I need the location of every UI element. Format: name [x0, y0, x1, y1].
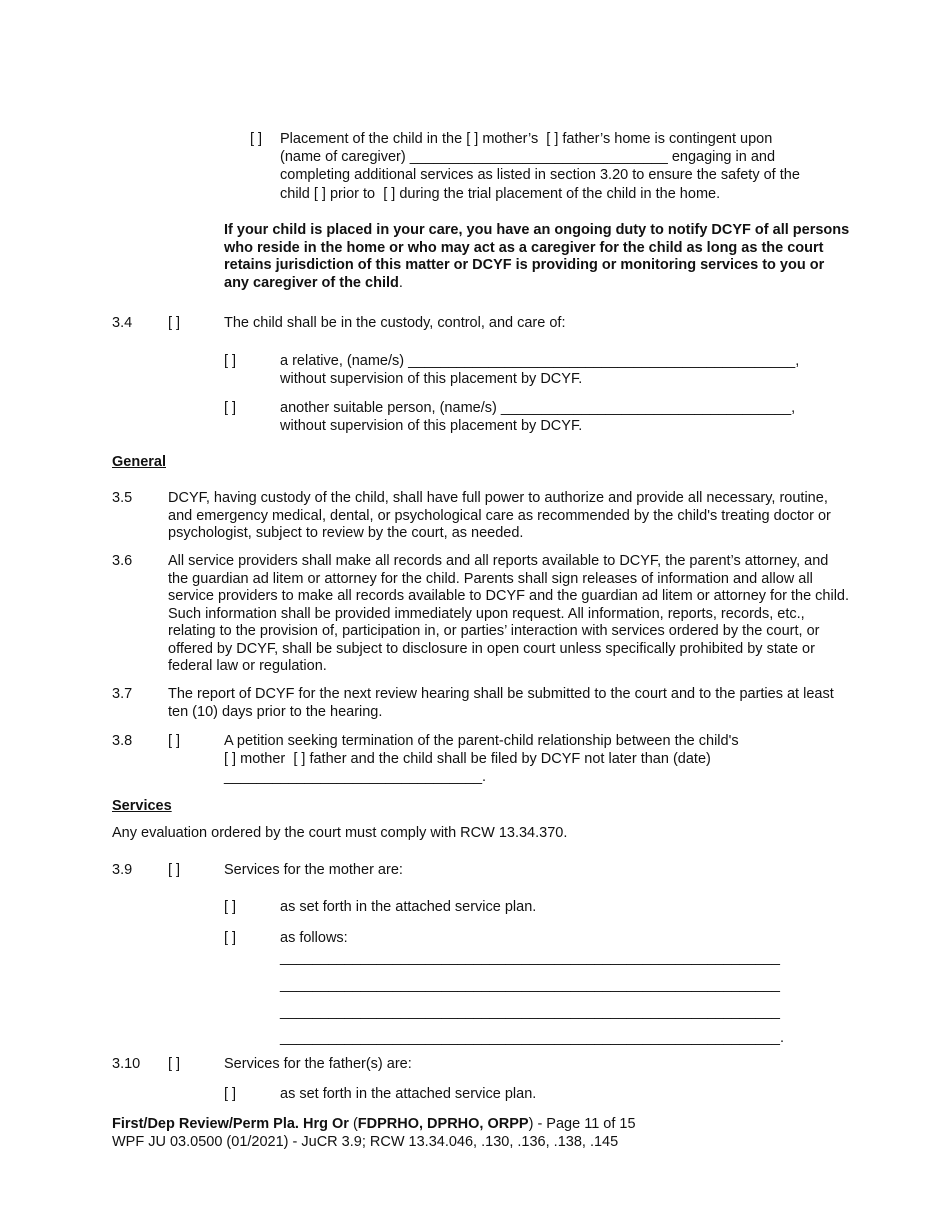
- section-3-8-line-2: [224, 751, 711, 769]
- section-3-9-checkbox[interactable]: [ ]: [168, 862, 181, 878]
- footer-paren-open: (: [348, 1116, 358, 1132]
- termination-mother-checkbox[interactable]: [ ]: [224, 751, 237, 767]
- suitable-person-line-2: without supervision of this placement by DCYF.: [280, 418, 583, 434]
- section-3-9-number: 3.9: [112, 862, 133, 878]
- placement-father-checkbox[interactable]: [ ]: [546, 131, 559, 147]
- caregiver-duty-notice: [224, 222, 850, 292]
- placement-line-1: [280, 131, 772, 149]
- section-3-8-date-blank[interactable]: ________________________________.: [224, 769, 487, 785]
- relative-line-1: a relative, (name/s) ________________________________________________,: [280, 353, 800, 369]
- services-heading: Services: [112, 798, 172, 814]
- placement-prior-checkbox[interactable]: [ ]: [313, 186, 326, 202]
- suitable-person-line-1: another suitable person, (name/s) ____________________________________,: [280, 400, 796, 416]
- mother-services-blank-1[interactable]: ______________________________________________________________: [280, 950, 780, 966]
- section-3-4-text: The child shall be in the custody, control, and care of:: [224, 315, 566, 331]
- placement-text-prior: prior to: [329, 186, 376, 202]
- placement-text-during: during the trial placement of the child in the home.: [399, 186, 721, 202]
- section-3-8-checkbox[interactable]: [ ]: [168, 733, 181, 749]
- section-3-5-text: DCYF, having custody of the child, shall have full power to authorize and provide all necessary, routine, and emergency medical, dental, or psychological care as recommended by the child's treating doctor or psychologist, subject to review by the court, as needed.: [168, 490, 831, 541]
- placement-line-4: [280, 186, 720, 204]
- notice-text: If your child is placed in your care, you have an ongoing duty to notify DCYF of all persons who reside in the home or who may act as a caregiver for the child as long as the court retains jurisdiction of this matter or DCYF is providing or monitoring services to you or any caregiver of the child: [224, 222, 850, 291]
- footer-paren-close: ): [528, 1116, 534, 1132]
- suitable-person-checkbox[interactable]: [ ]: [224, 400, 237, 416]
- footer-line-2: WPF JU 03.0500 (01/2021) - JuCR 3.9; RCW 13.34.046, .130, .136, .138, .145: [112, 1134, 619, 1150]
- mother-as-follows-text: as follows:: [280, 930, 348, 946]
- general-heading: General: [112, 454, 166, 470]
- relative-line-2: without supervision of this placement by DCYF.: [280, 371, 583, 387]
- placement-text-c: father’s home is contingent upon: [562, 131, 773, 147]
- mother-as-follows-checkbox[interactable]: [ ]: [224, 930, 237, 946]
- termination-mother-label: mother: [240, 751, 286, 767]
- termination-line-2-rest: father and the child shall be filed by DCYF not later than (date): [309, 751, 711, 767]
- placement-text-b: mother’s: [482, 131, 539, 147]
- mother-service-plan-text: as set forth in the attached service plan.: [280, 899, 537, 915]
- father-service-plan-checkbox[interactable]: [ ]: [224, 1086, 237, 1102]
- mother-services-blank-3[interactable]: ______________________________________________________________: [280, 1004, 780, 1020]
- placement-text-child: child: [280, 186, 310, 202]
- section-3-6-number: 3.6: [112, 553, 133, 569]
- section-3-4-number: 3.4: [112, 315, 133, 331]
- section-3-10-checkbox[interactable]: [ ]: [168, 1056, 181, 1072]
- section-3-10-text: Services for the father(s) are:: [224, 1056, 412, 1072]
- section-3-5-number: 3.5: [112, 490, 133, 506]
- placement-text-a: Placement of the child in the: [280, 131, 463, 147]
- footer-form-codes: FDPRHO, DPRHO, ORPP: [357, 1116, 529, 1132]
- section-3-8-line-1: A petition seeking termination of the parent-child relationship between the child's: [224, 733, 739, 749]
- footer-page-number: - Page 11 of 15: [533, 1116, 636, 1132]
- services-intro: Any evaluation ordered by the court must comply with RCW 13.34.370.: [112, 825, 568, 841]
- footer-form-title: First/Dep Review/Perm Pla. Hrg Or: [112, 1116, 349, 1132]
- section-3-6-text: All service providers shall make all records and all reports available to DCYF, the parent’s attorney, and the guardian ad litem or attorney for the child. Parents shall sign releases of information and allow all service providers to make all records available to DCYF and the guardian ad litem or attorney for the child. Such information shall be provided immediately upon request. All information, reports, records, etc., relating to the provision of, participation in, or parties’ interaction with services ordered by the court, or offered by DCYF, shall be subject to disclosure in open court unless specifically prohibited by state or federal law or regulation.: [168, 553, 850, 674]
- mother-services-blank-2[interactable]: ______________________________________________________________: [280, 977, 780, 993]
- relative-checkbox[interactable]: [ ]: [224, 353, 237, 369]
- section-3-7-text: The report of DCYF for the next review hearing shall be submitted to the court and to the parties at least ten (10) days prior to the hearing.: [168, 686, 834, 720]
- section-3-10-number: 3.10: [112, 1056, 141, 1072]
- section-3-8-number: 3.8: [112, 733, 133, 749]
- placement-checkbox[interactable]: [ ]: [250, 131, 263, 147]
- father-service-plan-text: as set forth in the attached service plan.: [280, 1086, 537, 1102]
- section-3-7-number: 3.7: [112, 686, 133, 702]
- section-3-9-text: Services for the mother are:: [224, 862, 403, 878]
- termination-father-checkbox[interactable]: [ ]: [293, 751, 306, 767]
- mother-services-blank-4[interactable]: ______________________________________________________________.: [280, 1030, 785, 1046]
- footer-line-1: [112, 1116, 636, 1134]
- mother-service-plan-checkbox[interactable]: [ ]: [224, 899, 237, 915]
- placement-line-3: completing additional services as listed in section 3.20 to ensure the safety of the: [280, 167, 800, 183]
- section-3-4-checkbox[interactable]: [ ]: [168, 315, 181, 331]
- placement-line-2: (name of caregiver) ________________________________ engaging in and: [280, 149, 776, 165]
- placement-mother-checkbox[interactable]: [ ]: [466, 131, 479, 147]
- placement-during-checkbox[interactable]: [ ]: [383, 186, 396, 202]
- notice-period: .: [398, 274, 403, 291]
